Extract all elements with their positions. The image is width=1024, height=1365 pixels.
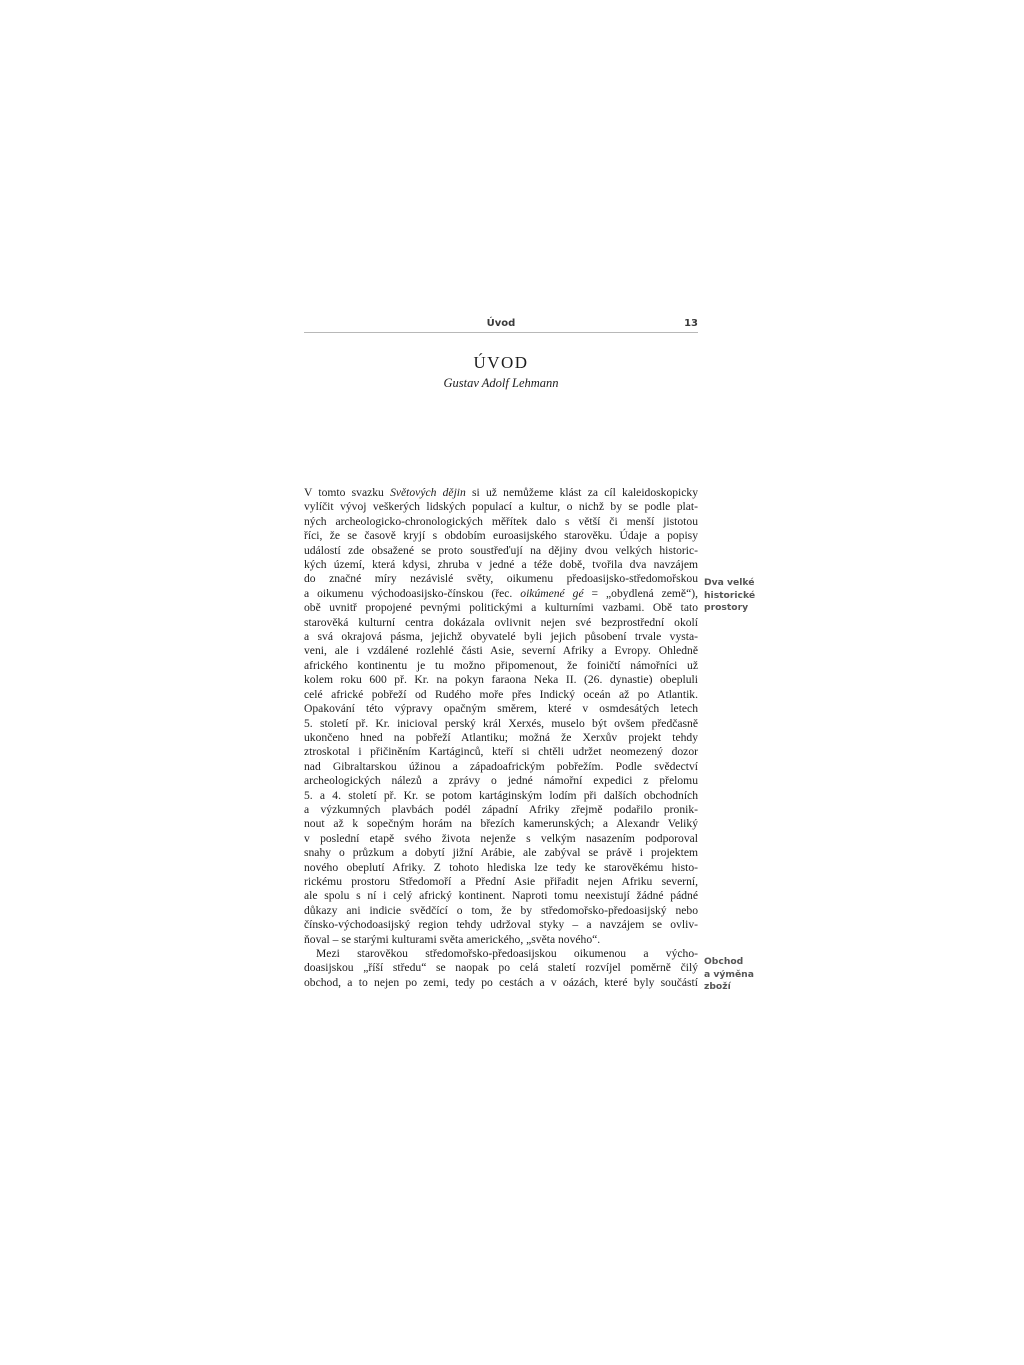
marginal-note-line: zboží (704, 981, 731, 992)
marginal-note-line: historické (704, 589, 756, 601)
text-line: nad Gibraltarskou úžinou a západoafrickým pobřežím. Podle svědectví (304, 759, 698, 773)
text-line: ale spolu s ní i celý africký kontinent. Naproti tomu neexistují žádné pádné (304, 889, 698, 903)
marginal-note-line: prostory (704, 602, 749, 613)
body-text (304, 486, 698, 990)
text-line: říci, že se časově kryjí s obdobím euroasijského starověku. Údaje a popisy (304, 529, 698, 543)
text-line: snahy o průzkum a dobytí jižní Arábie, ale zabýval se právě i projektem (304, 846, 698, 860)
chapter-title: ÚVOD (473, 353, 529, 372)
text-line: veni, ale i vzdálené rozlehlé části Asie, severní Afriky a Evropy. Ohledně (304, 644, 698, 658)
running-header (304, 318, 698, 333)
text-line: celé africké pobřeží od Rudého moře přes Indický oceán až po Atlantik. (304, 687, 698, 701)
text-line: ztroskotal i přičiněním Kartáginců, kteří si chtěli udržet neomezený dozor (304, 745, 698, 759)
marginal-note-line: Dva velké (704, 577, 755, 588)
text-line: ných archeologicko-chronologických měřítek dalo s větší či menší jistotou (304, 514, 698, 528)
text-line: a výzkumných plavbách podél západní Afriky zřejmě podařilo pronik- (304, 802, 698, 816)
page-number: 13 (684, 318, 698, 329)
marginal-note-line: Obchod (704, 956, 744, 967)
text-line: do značné míry nezávislé světy, oikumenu předoasijsko-středomořskou (304, 572, 698, 586)
text-line: starověká kulturní centra dokázala ovlivnit nejen své bezprostřední okolí (304, 615, 698, 629)
text-line: archeologických nálezů a zprávy o jedné námořní expedici z přelomu (304, 774, 698, 788)
text-line: afrického kontinentu je tu možno připomenout, že foiničtí námořníci už (304, 658, 698, 672)
text-line: nout až k sopečným horám na březích kamerunských; a Alexandr Veliký (304, 817, 698, 831)
text-line: událostí zde obsažené se proto soustřeďují na dějiny dvou velkých historic- (304, 543, 698, 557)
marginal-note-line: a výměna (704, 968, 754, 980)
text-line: Opakování této výpravy opačným směrem, které v osmdesátých letech (304, 702, 698, 716)
text-line: Mezi starověkou středomořsko-předoasijskou oikumenou a výcho- (316, 947, 698, 960)
text-line: a oikumenu východoasijsko-čínskou (řec. oikúmené gé = „obydlená země“), (304, 586, 698, 600)
text-line: vylíčit vývoj veškerých lidských populací a kultur, o nichž by se podle plat- (304, 500, 698, 514)
text-line: ukončeno hned na pobřeží Atlantiku; možná že Xerxův projekt tehdy (304, 730, 698, 744)
text-line: ňoval – se starými kulturami světa amerického, „světa nového“. (304, 932, 601, 946)
paragraph (304, 486, 698, 947)
chapter-author: Gustav Adolf Lehmann (443, 376, 559, 390)
text-line: V tomto svazku Světových dějin si už nemůžeme klást za cíl kaleidoskopicky (304, 486, 699, 499)
text-line: kých území, která kdysi, zhruba v jedné a téže době, tvořila dva navzájem (304, 558, 698, 572)
text-line: obchod, a to nejen po zemi, tedy po cestách a v oázách, které byly součástí (304, 975, 698, 989)
text-line: 5. století př. Kr. inicioval perský král Xerxés, muselo být ovšem předčasně (304, 716, 698, 730)
text-line: obě uvnitř propojené pevnými politickými a kulturními vazbami. Obě tato (304, 601, 698, 615)
marginal-note-historical-spaces (704, 577, 774, 615)
text-line: nového obeplutí Afriky. Z tohoto hlediska lze tedy ke starověkému histo- (304, 860, 698, 874)
paragraph (304, 947, 698, 990)
text-line: důkazy ani indicie svědčící o tom, že by středomořsko-předoasijský nebo (304, 903, 698, 917)
text-line: kolem roku 600 př. Kr. na pokyn faraona Neka II. (26. dynastie) obepluli (304, 673, 698, 687)
text-line: a svá okrajová pásma, jejichž obyvatelé byli jejich působení trvale vysta- (304, 630, 698, 644)
text-line: čínsko-východoasijský region tehdy udržoval styky – a navzájem se ovliv- (304, 918, 698, 932)
text-line: 5. a 4. století př. Kr. se potom kartáginským lodím při dalších obchodních (304, 788, 698, 802)
text-line: rickému prostoru Středomoří a Přední Asie přiřadit nejen Afriku severní, (304, 874, 698, 888)
running-title: Úvod (486, 318, 516, 329)
text-line: v poslední etapě svého života nejenže s velkým nasazením podporoval (304, 831, 698, 845)
text-line: doasijskou „říší středu“ se naopak po celá staletí rozvíjel poměrně čilý (304, 961, 698, 975)
marginal-note-trade (704, 956, 774, 994)
